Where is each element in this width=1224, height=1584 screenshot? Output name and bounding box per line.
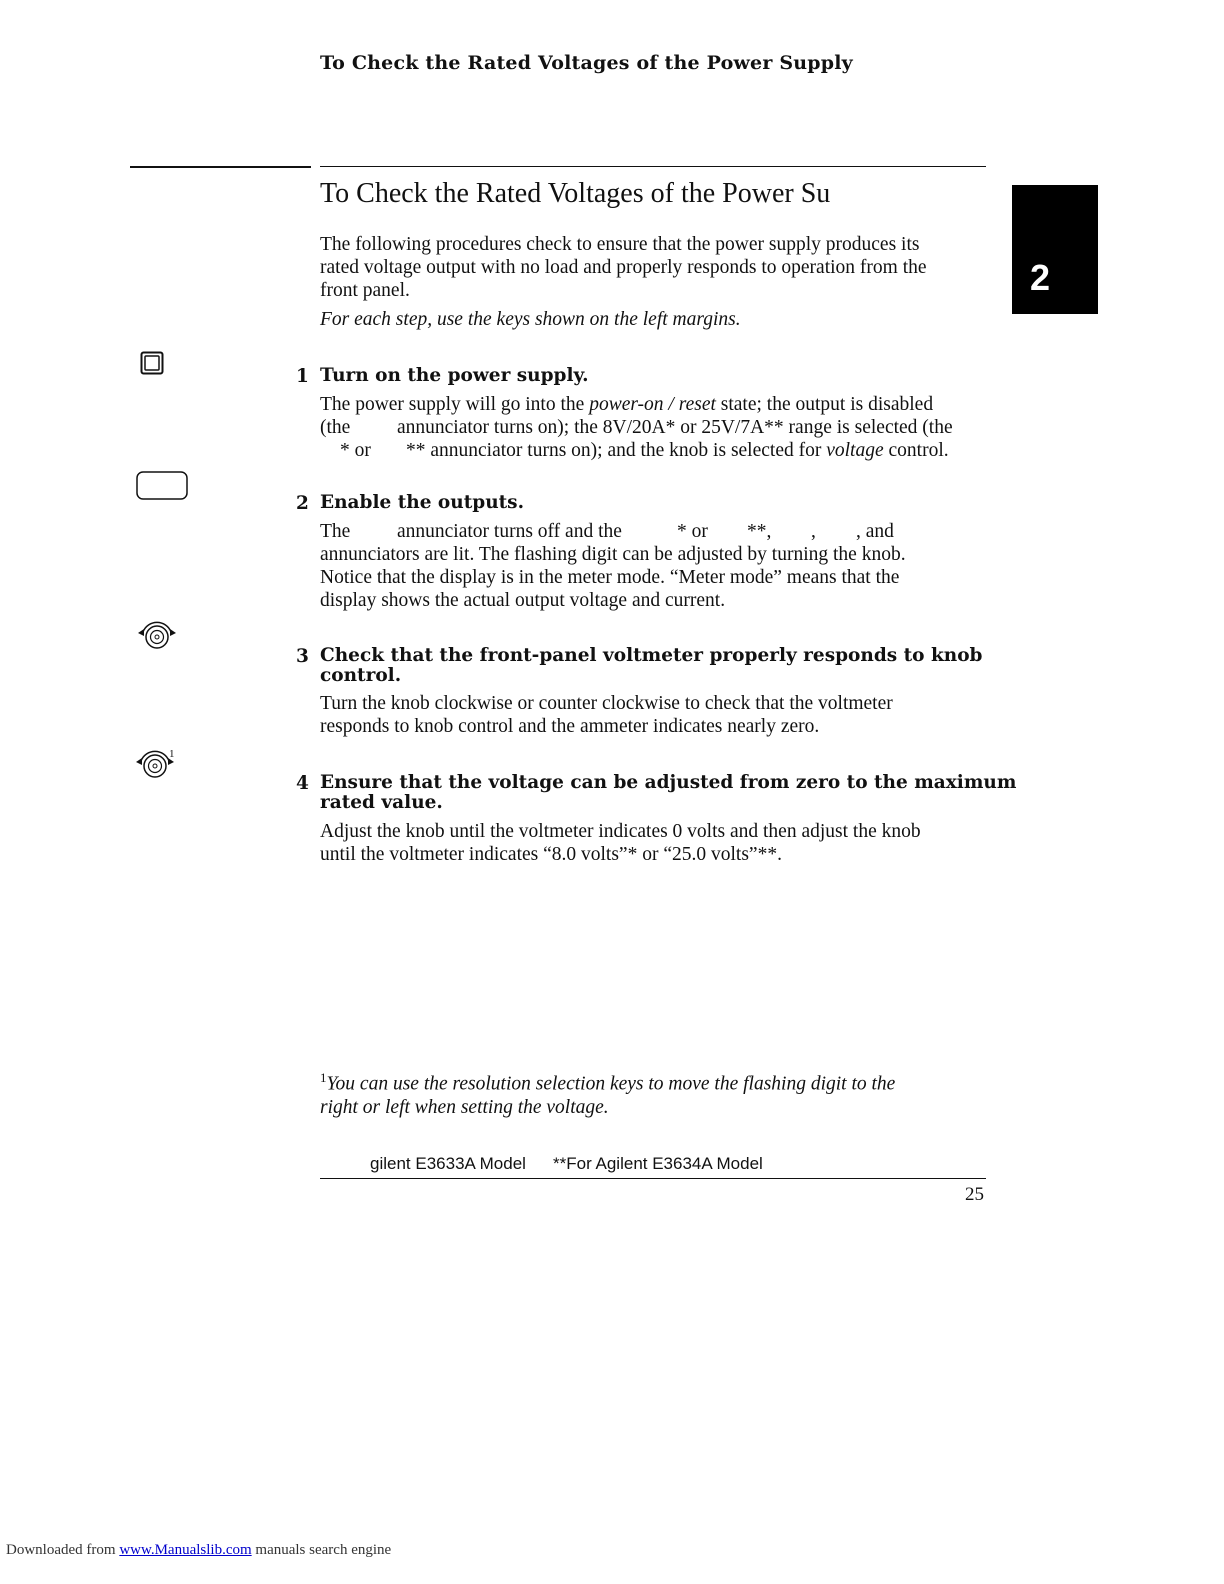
bottom-rule (320, 1178, 986, 1179)
step-line: display shows the actual output voltage and current. (320, 590, 726, 611)
step-number: 1 (296, 366, 309, 387)
step-text: **, (747, 521, 772, 542)
intro-line: The following procedures check to ensure that the power supply produces its (320, 234, 920, 255)
step-text: (the (320, 417, 351, 438)
step-line: responds to knob control and the ammeter indicates nearly zero. (320, 716, 820, 737)
step-line: annunciators are lit. The flashing digit can be adjusted by turning the knob. (320, 544, 906, 565)
output-key-icon (136, 471, 190, 501)
section-title: To Check the Rated Voltages of the Power Su (320, 178, 831, 209)
step-heading: Ensure that the voltage can be adjusted from zero to the maximum rated value. (320, 772, 1017, 813)
top-rule (320, 166, 986, 167)
footnote: $^1$You can use the resolution selection keys to move the flashing digit to the right or left when setting the voltage. (320, 1070, 896, 1118)
intro-line: front panel. (320, 280, 410, 301)
step-text: * or (340, 440, 371, 461)
page-number: 25 (965, 1184, 984, 1205)
step-text: annunciator turns off and the (397, 521, 622, 542)
step-text: , and (856, 521, 894, 542)
step-paragraph (320, 692, 986, 738)
running-head: To Check the Rated Voltages of the Power Supply (320, 52, 853, 74)
step-line: Turn the knob clockwise or counter clockwise to check that the voltmeter (320, 693, 893, 714)
chapter-tab (1012, 185, 1098, 314)
step-number: 4 (296, 773, 309, 794)
model-note-right: **For Agilent E3634A Model (553, 1154, 763, 1173)
left-rule (130, 166, 311, 168)
intro-line: rated voltage output with no load and properly responds to operation from the (320, 257, 927, 278)
knob-icon (135, 620, 179, 654)
power-switch-icon (140, 351, 164, 375)
step-heading: Enable the outputs. (320, 492, 525, 513)
step-text: * or (677, 521, 708, 542)
step-text: , (811, 521, 816, 542)
step-number: 2 (296, 493, 309, 514)
footnote-marker: 1 (320, 1070, 327, 1085)
step-heading: Check that the front-panel voltmeter properly responds to knob control. (320, 645, 983, 686)
step-heading: Turn on the power supply. (320, 365, 589, 386)
step-text: The power supply will go into the power-on / reset state; the output is disabled (320, 394, 934, 415)
step-number: 3 (296, 646, 309, 667)
manualslib-link[interactable]: www.Manualslib.com (119, 1542, 252, 1558)
instruction-text: For each step, use the keys shown on the left margins. (320, 309, 741, 330)
step-text: The (320, 521, 351, 542)
chapter-number: 2 (1030, 257, 1051, 298)
step-paragraph (320, 820, 986, 866)
step-text: ** annunciator turns on); and the knob is selected for voltage control. (406, 440, 949, 461)
step-paragraph (320, 543, 986, 612)
step-line: Notice that the display is in the meter mode. “Meter mode” means that the (320, 567, 900, 588)
step-line: until the voltmeter indicates “8.0 volts”* or “25.0 volts”**. (320, 844, 782, 865)
model-note-left: gilent E3633A Model (370, 1154, 526, 1173)
download-credit: Downloaded from www.Manualslib.com manuals search engine (6, 1542, 392, 1558)
knob-icon (135, 747, 179, 783)
step-text: annunciator turns on); the 8V/20A* or 25V/7A** range is selected (the (397, 417, 953, 438)
intro-paragraph (320, 233, 986, 302)
knob-footnote-marker: 1 (169, 748, 175, 760)
step-line: Adjust the knob until the voltmeter indicates 0 volts and then adjust the knob (320, 821, 921, 842)
